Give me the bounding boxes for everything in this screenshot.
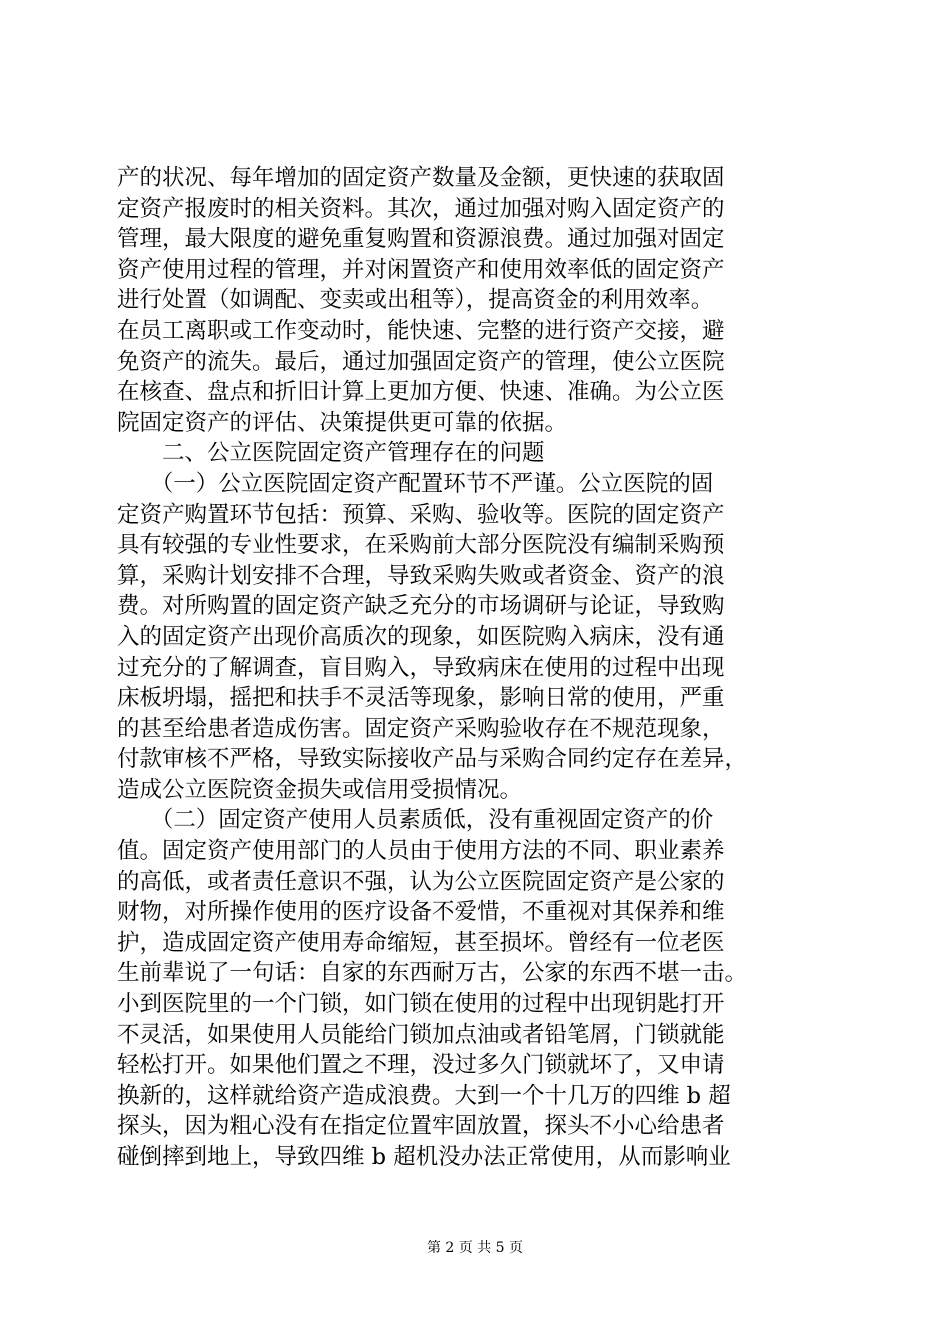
text-line: 管理，最大限度的避免重复购置和资源浪费。通过加强对固定 bbox=[117, 226, 725, 253]
text-line: 小到医院里的一个门锁，如门锁在使用的过程中出现钥匙打开 bbox=[117, 991, 725, 1018]
text-line: 值。固定资产使用部门的人员由于使用方法的不同、职业素养 bbox=[117, 838, 725, 865]
text-line: 付款审核不严格，导致实际接收产品与采购合同约定存在差异， bbox=[117, 746, 748, 773]
text-line: 生前辈说了一句话：自家的东西耐万古，公家的东西不堪一击。 bbox=[117, 960, 748, 987]
text-line: 定资产购置环节包括：预算、采购、验收等。医院的固定资产 bbox=[117, 501, 725, 528]
text-line: 探头，因为粗心没有在指定位置牢固放置，探头不小心给患者 bbox=[117, 1113, 725, 1140]
text-line: 不灵活，如果使用人员能给门锁加点油或者铅笔屑，门锁就能 bbox=[117, 1021, 725, 1048]
text-line: 二、公立医院固定资产管理存在的问题 bbox=[117, 440, 545, 467]
text-line: 具有较强的专业性要求，在采购前大部分医院没有编制采购预 bbox=[117, 532, 725, 559]
text-line: 费。对所购置的固定资产缺乏充分的市场调研与论证，导致购 bbox=[117, 593, 725, 620]
text-line: 床板坍塌，摇把和扶手不灵活等现象，影响日常的使用，严重 bbox=[117, 685, 725, 712]
text-line: 算，采购计划安排不合理，导致采购失败或者资金、资产的浪 bbox=[117, 562, 725, 589]
text-line: 过充分的了解调查，盲目购入，导致病床在使用的过程中出现 bbox=[117, 654, 725, 681]
page-footer: 第 2 页 共 5 页 bbox=[426, 1240, 524, 1256]
text-line: 在核查、盘点和折旧计算上更加方便、快速、准确。为公立医 bbox=[117, 379, 725, 406]
text-line: （二）固定资产使用人员素质低，没有重视固定资产的价 bbox=[117, 807, 714, 834]
text-line: 造成公立医院资金损失或信用受损情况。 bbox=[117, 776, 523, 803]
text-line: 入的固定资产出现价高质次的现象，如医院购入病床，没有通 bbox=[117, 623, 725, 650]
text-line: 财物，对所操作使用的医疗设备不爱惜，不重视对其保养和维 bbox=[117, 899, 725, 926]
body-text bbox=[117, 163, 839, 1173]
text-line: 定资产报废时的相关资料。其次，通过加强对购入固定资产的 bbox=[117, 195, 725, 222]
text-line: 换新的，这样就给资产造成浪费。大到一个十几万的四维 b 超 bbox=[117, 1082, 731, 1109]
text-line: 进行处置（如调配、变卖或出租等），提高资金的利用效率。 bbox=[117, 287, 714, 314]
text-line: 轻松打开。如果他们置之不理，没过多久门锁就坏了，又申请 bbox=[117, 1052, 725, 1079]
text-line: 的甚至给患者造成伤害。固定资产采购验收存在不规范现象， bbox=[117, 715, 725, 742]
text-line: （一）公立医院固定资产配置环节不严谨。公立医院的固 bbox=[117, 470, 714, 497]
text-line: 资产使用过程的管理，并对闲置资产和使用效率低的固定资产 bbox=[117, 256, 725, 283]
text-line: 院固定资产的评估、决策提供更可靠的依据。 bbox=[117, 409, 568, 436]
text-line: 的高低，或者责任意识不强，认为公立医院固定资产是公家的 bbox=[117, 868, 725, 895]
text-line: 碰倒摔到地上，导致四维 b 超机没办法正常使用，从而影响业 bbox=[117, 1144, 731, 1170]
text-line: 在员工离职或工作变动时，能快速、完整的进行资产交接，避 bbox=[117, 317, 725, 344]
text-line: 免资产的流失。最后，通过加强固定资产的管理，使公立医院 bbox=[117, 348, 725, 375]
text-line: 产的状况、每年增加的固定资产数量及金额，更快速的获取固 bbox=[117, 165, 725, 191]
text-line: 护，造成固定资产使用寿命缩短，甚至损坏。曾经有一位老医 bbox=[117, 929, 725, 956]
